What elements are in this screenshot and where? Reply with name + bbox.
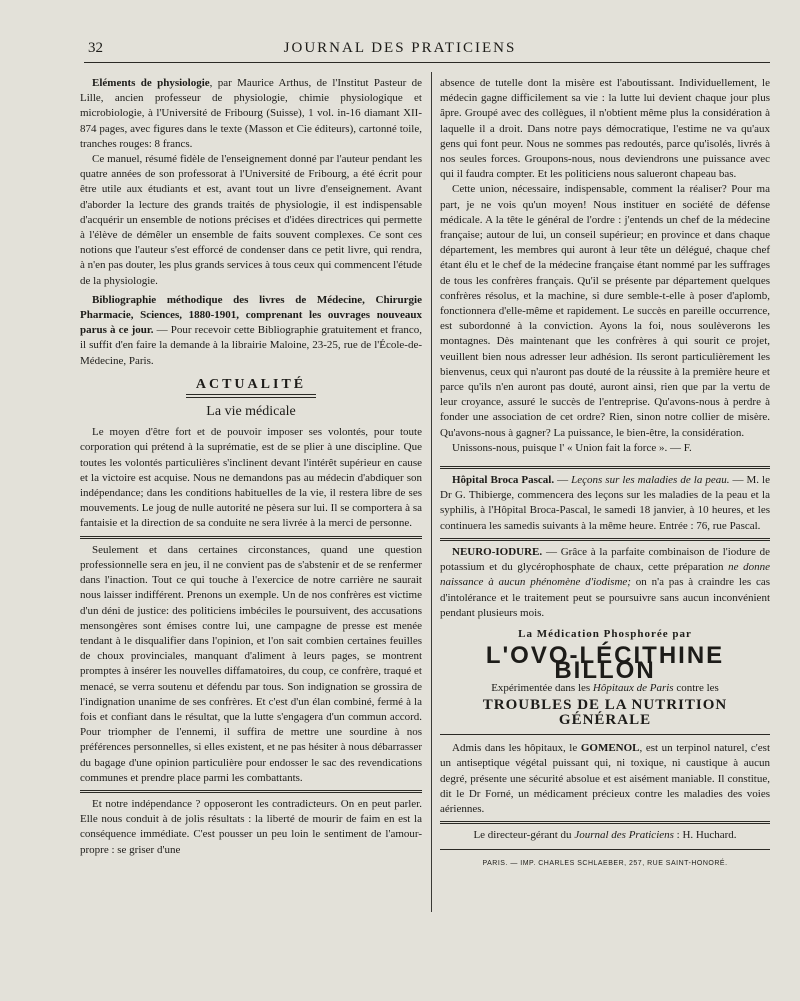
article-paragraph-union: Cette union, nécessaire, indispensable, comment la réaliser? Pour ma part, je ne vois qu'un moyen! Nous instituer en société de défense médicale. A la tête le général de l'ordre : j'entends un chef de la médecine française; autour de lui, un conseil supérieur; en province et dans chaque département, les membres qui auront à leur tête un délégué, chaque chef étant élu et le chef de la médecine française étant nommé par les suffrages de tous les confrères français. Qu'il se présente par département quelques confrères résolus, et la machine, si dure semble-t-elle à poser d'aplomb, fonctionnera d'elle-même et rapidement. Le succès en pareille occurrence, est subordonné à la conviction. Ayons la foi, nous soulèverons les montagnes. Dès maintenant que les confrères à qui sourit ce projet, veuillent bien nous adresser leur adhésion. Ils seront particulièrement les bienvenus, ceux qui n'auront pas douté de la réussite à la première heure et parce qu'ils n'en auront pas douté, auront ainsi, rien que par la vertu de leur croyance, assuré le succès de l'entreprise. Qu'avons-nous à perdre à fonder une association de cet ordre? Rien, sinon notre collier de misère. Qu'avons-nous à gagner? La puissance, le bien-être, la considération. (440, 183, 770, 439)
journal-title: JOURNAL DES PRATICIENS (283, 40, 517, 56)
paragraph-divider (80, 536, 422, 539)
ad-heading: La Médication Phosphorée par (518, 627, 692, 640)
section-title (80, 377, 422, 398)
ad-subline (440, 681, 770, 696)
neuro-iodure-italic: ne donne naissance à aucun phénomène d'iodisme; (440, 561, 770, 589)
gomenol-text-b: , est un terpinol naturel, c'est un antiseptique végétal puissant qui, ni toxique, ni caustique à aucun degré, présente une sécurité absolue et est aisément maniable. Il constitue, dit le Dr Forné, un médicament précieux contre les maladies des voies aériennes. (440, 742, 771, 815)
hospital-notice-details: — M. le Dr G. Thibierge, commencera des leçons sur les maladies de la peau et la syphilis, à l'Hôpital Broca-Pascal, le samedi 18 janvier, à 10 heures, et les continuera les samedis suivants à la même heure. Entrée : 76, rue Pascal. (440, 474, 770, 532)
article-paragraph-3: Et notre indépendance ? opposeront les contradicteurs. On en peut parler. Elle nous conduit à de jolis résultats : la liberté de mourir de faim en est la conséquence immédiate. C'est pousser un peu loin le sentiment de l'amour-propre : se griser d'une (80, 797, 422, 856)
section-divider (440, 538, 770, 541)
article-paragraph-2: Seulement et dans certaines circonstances, quand une question professionnelle sera en jeu, il ne convient pas de s'abstenir et de se renfermer dans l'inaction. Tout ce qui touche à l'exercice de notre carrière ne saurait nous laisser indifférent. Prenons un exemple. Un de nos confrères est victime d'un déni de justice: des politiciens imbéciles le poursuivent, des accusations mensongères sont émises contre lui, une campagne de presse est menée tendant à le disqualifier dans l'opinion, et l'on sait combien certaines feuilles de choux provinciales, manquant d'aliment à leurs pages, se montrent promptes à insérer les nouvelles diffamatoires, du coup, ce confrère, traqué et menacé, se verra soutenu et défendu par tous. Son indignation se grossira de l'indignation unanime de ses confrères. Et c'est d'un élan combiné, fermé à la fois et confiant dans le résultat, que la lutte s'engagera d'un commun accord. Pour triompher de l'ennemi, il suffira de mettre une sourdine à nos préférences personnelles, si elles existent, et ne pas hésiter à nous débarrasser du bagage d'une opinion particulière pour endosser le sac des revendications communes et prendre place parmi les combattants. (80, 543, 422, 784)
hospital-notice-title: Hôpital Broca Pascal. (452, 474, 555, 487)
paragraph-divider (80, 790, 422, 793)
section-divider (440, 466, 770, 469)
section-title-underline (186, 394, 316, 398)
article-subtitle: La vie médicale (206, 404, 296, 420)
column-divider (431, 72, 432, 912)
gomenol-ad (440, 741, 770, 817)
book-title: Eléments de physiologie (92, 77, 210, 89)
ad-subline-b: contre les (673, 681, 719, 694)
ad-troubles: TROUBLES DE LA NUTRITION GÉNÉRALE (482, 696, 728, 728)
neuro-iodure-text-a: — Grâce à la parfaite combinaison de l'iodure de potassium et du glycérophosphate de chaux, cette préparation (440, 545, 770, 574)
article-signature-line: Unissons-nous, puisque l' « Union fait la force ». — F. (452, 441, 692, 454)
article-paragraph-1: Le moyen d'être fort et de pouvoir imposer ses volontés, pour toute corporation qui prétend à la suprématie, est de se plier à une discipline. Que toutes les volontés particulières s'inclinent devant l'intérêt supérieur en cause et la victoire est acquise. Nous ne demandons pas au médecin d'abdiquer son indépendance; dans les conditions habituelles de la vie, il restera libre de ses mouvements. Le joug de nulle autorité ne pèsera sur lui. Il se comportera à sa fantaisie et la direction de sa conduite ne sera livrée à la merci de personne. (80, 426, 422, 530)
director-signature-a: Le directeur-gérant du (473, 829, 575, 842)
page-header (0, 36, 800, 62)
director-signature (440, 828, 770, 843)
gomenol-name: GOMENOL (580, 742, 640, 755)
footer-divider (440, 821, 770, 824)
bibliographie-notice (80, 293, 422, 369)
ovo-lecithine-ad (440, 627, 770, 728)
book-notice-physiologie (80, 76, 422, 152)
neuro-iodure-title: NEURO-IODURE. (452, 545, 543, 558)
bibliographie-title: Bibliographie méthodique des livres de Médecine, Chirurgie Pharmacie, Sciences, 1880-1901, comprenant les ouvrages nouveaux parus à ce jour. (80, 293, 422, 337)
printer-imprint: PARIS. — IMP. CHARLES SCHLAEBER, 257, RUE SAINT-HONORÉ. (482, 860, 728, 868)
page-number: 32 (88, 40, 103, 56)
neuro-iodure-ad (440, 545, 770, 621)
book-review: Ce manuel, résumé fidèle de l'enseignement donné par l'auteur pendant les quatre années de son professorat à l'Université de Fribourg, a été écrit pour être utile aux étudiants et est, avant tout un livre d'enseignement. Avant d'aborder la lecture des grands traités de physiologie, il est indispensable d'acquérir un ensemble de notions précises et d'idées directrices qui permette à l'élève de démêler un ensemble de faits souvent complexes. Ce sont ces notions que l'auteur s'est efforcé de condenser dans ce petit livre, qui rendra, à n'en pas douter, les plus grands services à tous ceux qui commencent l'étude de la physiologie. (80, 153, 422, 287)
header-rule (84, 62, 770, 63)
ad-subline-italic: Hôpitaux de Paris (592, 681, 674, 694)
right-column (440, 76, 770, 872)
bibliographie-details: — Pour recevoir cette Bibliographie gratuitement et franco, il suffit d'en faire la demande à la librairie Maloine, 23-25, rue de l'École-de-Médecine, Paris. (80, 324, 422, 367)
ad-product-name: L'OVO-LÉCITHINE BILLON (485, 642, 725, 685)
article-continuation: absence de tutelle dont la misère est l'aboutissant. Individuellement, le médecin gagne difficilement sa vie : la lutte lui devient chaque jour plus âpre. Groupé avec des collègues, il n'obtient même plus la considération à laquelle il a droit. Dans notre pays démocratique, l'estime ne va qu'aux gens qui font peur. Nous ne sommes pas redoutés, parce qu'isolés, livrés à nos seules forces. Groupons-nous, nous deviendrons une puissance avec qui il faudra compter. Et les politiciens nous salueront chapeau bas. (440, 77, 770, 181)
director-signature-b: : H. Huchard. (673, 829, 737, 842)
hospital-notice: Hôpital Broca Pascal. — Leçons sur les maladies de la peau. — M. le Dr G. Thibierge, commencera des leçons sur les maladies de la peau et la syphilis, à l'Hôpital Broca-Pascal, le samedi 18 janvier, à 10 heures, et les continuera les samedis suivants à la même heure. Entrée : 76, rue Pascal. (440, 474, 770, 532)
left-column (80, 76, 422, 858)
ad-subline-a: Expérimentée dans les (491, 681, 593, 694)
neuro-iodure-text-b: on n'a pas à craindre les cas d'intolérance et le traitement peut se poursuivre sans aucun inconvénient pendant plusieurs mois. (440, 576, 770, 619)
director-signature-italic: Journal des Praticiens (574, 829, 674, 842)
section-divider (440, 734, 770, 735)
gomenol-text-a: Admis dans les hôpitaux, le (452, 742, 581, 755)
book-details: , par Maurice Arthus, de l'Institut Pasteur de Lille, ancien professeur de physiologie, chimie physiologique et microbiologie, à l'Université de Fribourg (Suisse), 1 vol. in-16 diamant XII-874 pages, avec figures dans le texte (Masson et Cie éditeurs), cartonné toile, tranches rouges: 8 francs. (80, 77, 422, 150)
footer-divider (440, 849, 770, 850)
hospital-notice-subject: Leçons sur les maladies de la peau. (571, 474, 730, 487)
section-title-text: ACTUALITÉ (195, 376, 307, 392)
